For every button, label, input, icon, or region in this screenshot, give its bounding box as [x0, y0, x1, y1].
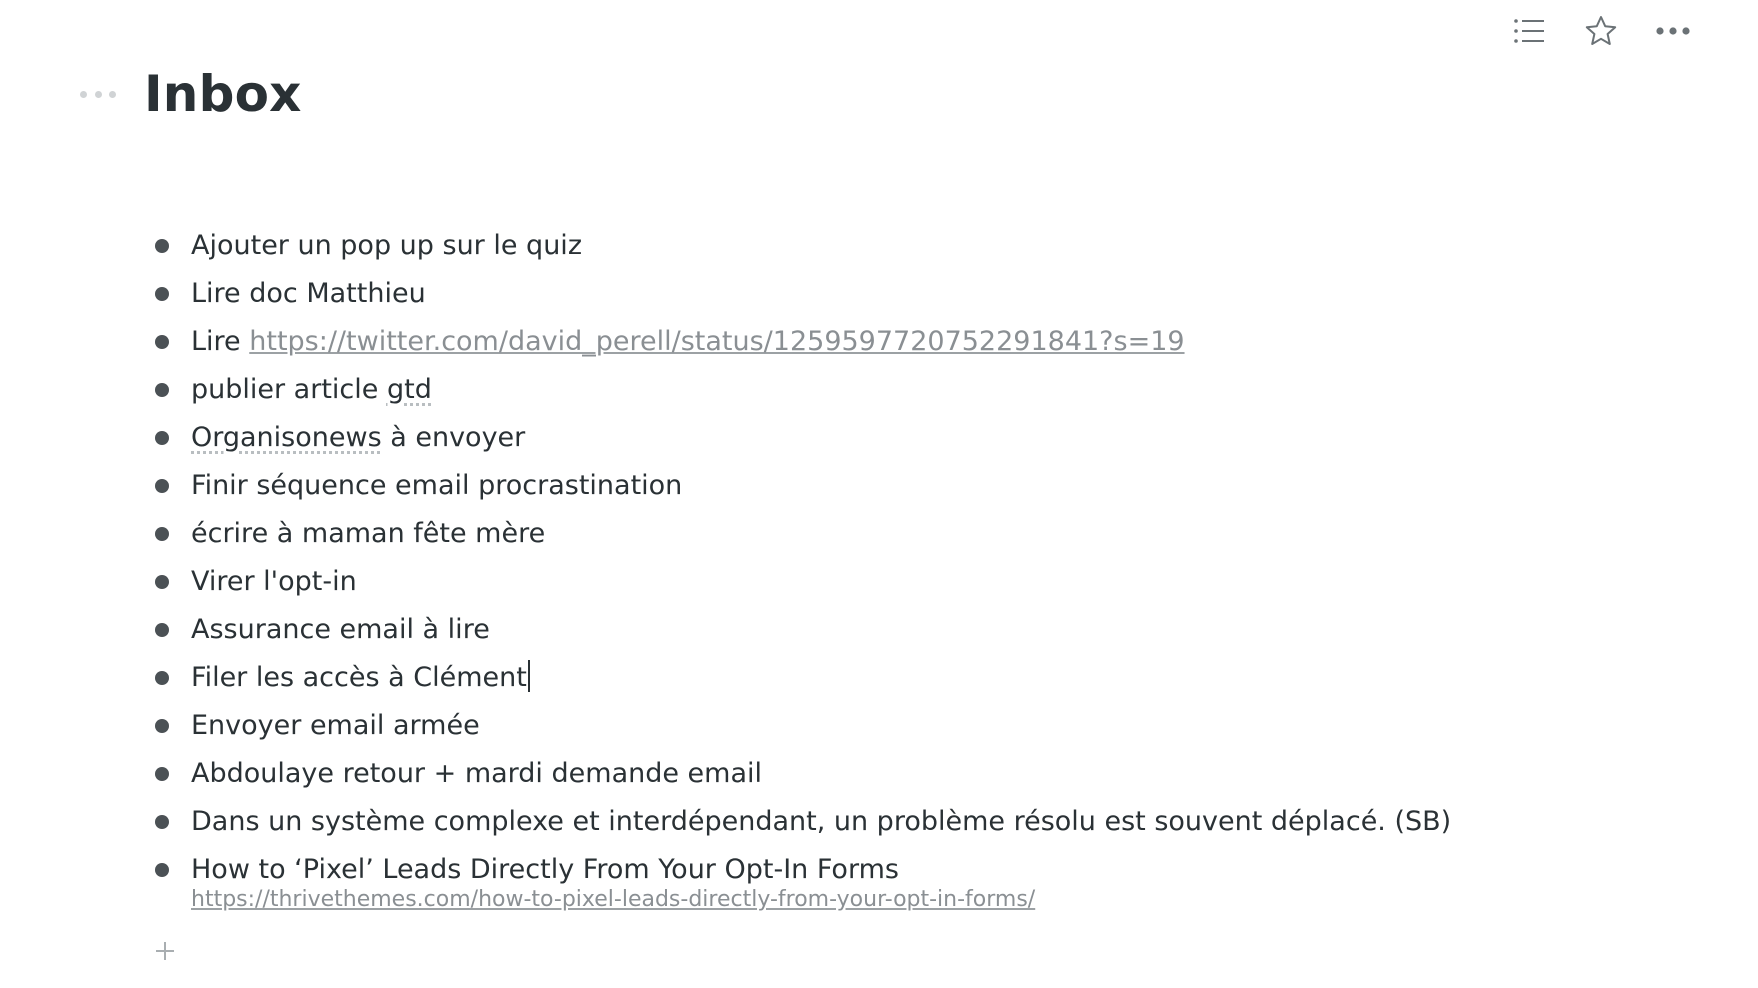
item-text[interactable]: Envoyer email armée: [191, 710, 480, 741]
top-toolbar: [1510, 12, 1692, 50]
note-link[interactable]: https://thrivethemes.com/how-to-pixel-leads-directly-from-your-opt-in-forms/: [191, 887, 1036, 912]
bullet-icon[interactable]: [155, 527, 169, 541]
bullet-icon[interactable]: [155, 383, 169, 397]
item-text[interactable]: Assurance email à lire: [191, 614, 490, 645]
bullet-list: [155, 224, 1451, 912]
title-row: [80, 64, 302, 124]
list-item[interactable]: [155, 848, 1451, 912]
list-view-button[interactable]: [1510, 12, 1548, 50]
item-text[interactable]: Finir séquence email procrastination: [191, 470, 683, 501]
bullet-icon[interactable]: [155, 767, 169, 781]
page-title[interactable]: Inbox: [144, 65, 302, 123]
bullet-icon[interactable]: [155, 287, 169, 301]
list-icon: [1513, 18, 1545, 44]
list-item[interactable]: [155, 656, 1451, 704]
tweet-link[interactable]: https://twitter.com/david_perell/status/1259597720752291841?s=19: [249, 326, 1185, 357]
bullet-icon[interactable]: [155, 815, 169, 829]
list-item[interactable]: [155, 320, 1451, 368]
misspelled-word: gtd: [386, 374, 432, 405]
bullet-icon[interactable]: [155, 239, 169, 253]
list-item[interactable]: [155, 224, 1451, 272]
add-item-button[interactable]: [154, 940, 176, 962]
item-text[interactable]: How to ‘Pixel’ Leads Directly From Your Opt-In Forms: [191, 854, 899, 885]
item-text[interactable]: Virer l'opt-in: [191, 566, 357, 597]
list-item[interactable]: [155, 752, 1451, 800]
item-text-editing[interactable]: [191, 656, 530, 700]
list-item[interactable]: [155, 608, 1451, 656]
item-text[interactable]: écrire à maman fête mère: [191, 518, 546, 549]
plus-icon: [154, 940, 176, 962]
star-icon: [1584, 14, 1618, 48]
page-menu-icon[interactable]: [80, 88, 116, 100]
item-text-part: publier article: [191, 374, 387, 405]
item-text[interactable]: [191, 320, 1185, 364]
list-item[interactable]: [155, 368, 1451, 416]
more-options-button[interactable]: [1654, 12, 1692, 50]
item-text[interactable]: Dans un système complexe et interdépendant, un problème résolu est souvent déplacé. (SB): [191, 806, 1452, 837]
list-item[interactable]: [155, 416, 1451, 464]
list-item[interactable]: [155, 512, 1451, 560]
item-prefix: Lire: [191, 326, 250, 357]
bullet-icon[interactable]: [155, 863, 169, 877]
item-note[interactable]: [191, 888, 1035, 912]
bullet-icon[interactable]: [155, 335, 169, 349]
item-text[interactable]: Abdoulaye retour + mardi demande email: [191, 758, 763, 789]
text-caret: [528, 660, 530, 692]
misspelled-word: Organisonews: [191, 422, 382, 453]
item-text-part: Filer les accès à Clément: [191, 662, 527, 693]
item-text[interactable]: [191, 416, 525, 460]
bullet-icon[interactable]: [155, 623, 169, 637]
item-text[interactable]: Lire doc Matthieu: [191, 278, 426, 309]
list-item[interactable]: [155, 464, 1451, 512]
bullet-icon[interactable]: [155, 671, 169, 685]
list-item[interactable]: [155, 800, 1451, 848]
bullet-icon[interactable]: [155, 431, 169, 445]
item-text[interactable]: Ajouter un pop up sur le quiz: [191, 230, 582, 261]
bullet-icon[interactable]: [155, 575, 169, 589]
bullet-icon[interactable]: [155, 719, 169, 733]
list-item[interactable]: [155, 560, 1451, 608]
favorite-button[interactable]: [1582, 12, 1620, 50]
list-item[interactable]: [155, 704, 1451, 752]
item-text-part: à envoyer: [381, 422, 526, 453]
list-item[interactable]: [155, 272, 1451, 320]
bullet-icon[interactable]: [155, 479, 169, 493]
more-icon: [1656, 26, 1690, 36]
item-text[interactable]: [191, 368, 432, 412]
